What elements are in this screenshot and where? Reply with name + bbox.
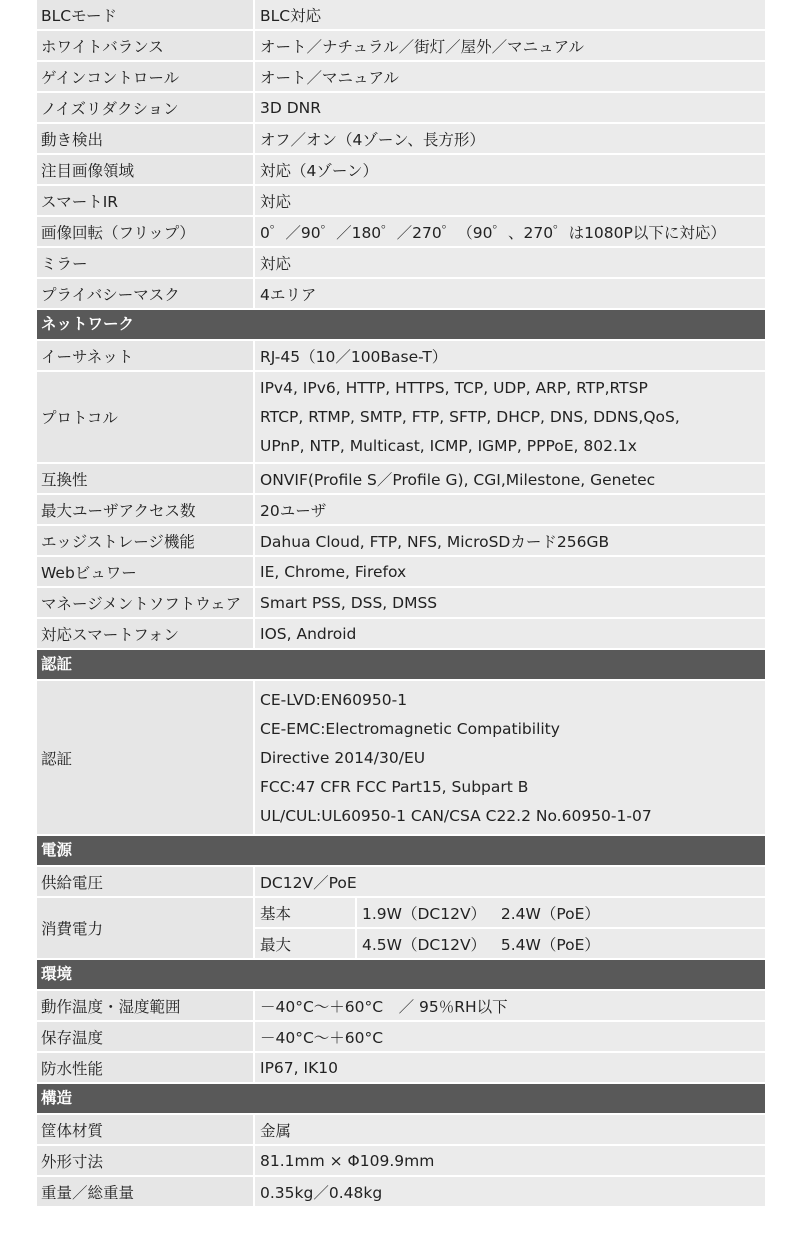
spec-value: DC12V／PoE xyxy=(255,867,765,896)
spec-value: 20ユーザ xyxy=(255,495,765,524)
protocol-line: UPnP, NTP, Multicast, ICMP, IGMP, PPPoE, 802.1x xyxy=(260,437,637,455)
spec-key: スマートIR xyxy=(37,186,253,215)
spec-row-operating-temp xyxy=(37,991,765,1020)
spec-key: ノイズリダクション xyxy=(37,93,253,122)
spec-key: 重量／総重量 xyxy=(37,1177,253,1206)
spec-key: 供給電圧 xyxy=(37,867,253,896)
spec-key: 保存温度 xyxy=(37,1022,253,1051)
spec-row-ethernet xyxy=(37,341,765,370)
spec-key: 防水性能 xyxy=(37,1053,253,1082)
spec-value: 対応 xyxy=(255,186,765,215)
section-header-environment: 環境 xyxy=(37,960,765,989)
spec-row-mirror xyxy=(37,248,765,277)
sub-value: 4.5W（DC12V） 5.4W（PoE） xyxy=(357,929,765,958)
spec-value: －40°C～＋60°C xyxy=(255,1022,765,1051)
spec-value: 金属 xyxy=(255,1115,765,1144)
spec-row-white-balance xyxy=(37,31,765,60)
power-row-basic xyxy=(255,898,765,927)
spec-key: Webビュワー xyxy=(37,557,253,586)
spec-key: ホワイトバランス xyxy=(37,31,253,60)
power-consumption-subtable xyxy=(255,898,765,958)
spec-row-motion-detection xyxy=(37,124,765,153)
spec-row-protocol xyxy=(37,372,765,462)
spec-value: BLC対応 xyxy=(255,0,765,29)
spec-value xyxy=(255,372,765,462)
spec-key: 対応スマートフォン xyxy=(37,619,253,648)
spec-key: ゲインコントロール xyxy=(37,62,253,91)
spec-value xyxy=(255,681,765,834)
spec-row-smartphone xyxy=(37,619,765,648)
sub-value: 1.9W（DC12V） 2.4W（PoE） xyxy=(357,898,765,927)
spec-value: 81.1mm × Φ109.9mm xyxy=(255,1146,765,1175)
spec-key: 外形寸法 xyxy=(37,1146,253,1175)
spec-value: 0゜／90゜／180゜／270゜（90゜、270゜は1080P以下に対応） xyxy=(255,217,765,246)
spec-row-edge-storage xyxy=(37,526,765,555)
spec-key: 動き検出 xyxy=(37,124,253,153)
spec-table xyxy=(37,0,765,1208)
spec-key: 画像回転（フリップ） xyxy=(37,217,253,246)
spec-key: 認証 xyxy=(37,681,253,834)
spec-row-privacy-mask xyxy=(37,279,765,308)
sub-key: 基本 xyxy=(255,898,355,927)
protocol-line: IPv4, IPv6, HTTP, HTTPS, TCP, UDP, ARP, RTP,RTSP xyxy=(260,379,648,397)
section-header-network: ネットワーク xyxy=(37,310,765,339)
spec-row-waterproof xyxy=(37,1053,765,1082)
spec-key: イーサネット xyxy=(37,341,253,370)
spec-key: 消費電力 xyxy=(37,898,253,958)
spec-row-weight xyxy=(37,1177,765,1206)
spec-key: 注目画像領域 xyxy=(37,155,253,184)
spec-key: マネージメントソフトウェア xyxy=(37,588,253,617)
protocol-line: RTCP, RTMP, SMTP, FTP, SFTP, DHCP, DNS, DDNS,QoS, xyxy=(260,408,680,426)
spec-key: BLCモード xyxy=(37,0,253,29)
section-header-certification: 認証 xyxy=(37,650,765,679)
spec-value: ONVIF(Profile S／Profile G), CGI,Milestone, Genetec xyxy=(255,464,765,493)
spec-row-housing-material xyxy=(37,1115,765,1144)
spec-value: オフ／オン（4ゾーン、長方形） xyxy=(255,124,765,153)
spec-value: Smart PSS, DSS, DMSS xyxy=(255,588,765,617)
spec-row-web-viewer xyxy=(37,557,765,586)
spec-key: プロトコル xyxy=(37,372,253,462)
spec-value: 0.35kg／0.48kg xyxy=(255,1177,765,1206)
spec-key: ミラー xyxy=(37,248,253,277)
spec-value: オート／マニュアル xyxy=(255,62,765,91)
spec-row-image-rotation xyxy=(37,217,765,246)
cert-line: UL/CUL:UL60950-1 CAN/CSA C22.2 No.60950-1-07 xyxy=(260,807,652,825)
cert-line: Directive 2014/30/EU xyxy=(260,749,426,767)
spec-row-storage-temp xyxy=(37,1022,765,1051)
spec-value: オート／ナチュラル／街灯／屋外／マニュアル xyxy=(255,31,765,60)
spec-key: プライバシーマスク xyxy=(37,279,253,308)
spec-value: 対応（4ゾーン） xyxy=(255,155,765,184)
spec-value: Dahua Cloud, FTP, NFS, MicroSDカード256GB xyxy=(255,526,765,555)
spec-key: 最大ユーザアクセス数 xyxy=(37,495,253,524)
spec-row-roi xyxy=(37,155,765,184)
spec-row-blc xyxy=(37,0,765,29)
spec-value: －40°C～＋60°C ／ 95％RH以下 xyxy=(255,991,765,1020)
spec-value: IOS, Android xyxy=(255,619,765,648)
spec-key: エッジストレージ機能 xyxy=(37,526,253,555)
spec-row-gain xyxy=(37,62,765,91)
spec-row-smart-ir xyxy=(37,186,765,215)
spec-row-power-consumption xyxy=(37,898,765,958)
spec-key: 動作温度・湿度範囲 xyxy=(37,991,253,1020)
cert-line: FCC:47 CFR FCC Part15, Subpart B xyxy=(260,778,529,796)
section-header-structure: 構造 xyxy=(37,1084,765,1113)
spec-value: IE, Chrome, Firefox xyxy=(255,557,765,586)
spec-value: IP67, IK10 xyxy=(255,1053,765,1082)
spec-row-noise-reduction xyxy=(37,93,765,122)
spec-row-max-users xyxy=(37,495,765,524)
spec-row-compatibility xyxy=(37,464,765,493)
power-row-max xyxy=(255,929,765,958)
sub-key: 最大 xyxy=(255,929,355,958)
spec-value: 3D DNR xyxy=(255,93,765,122)
cert-line: CE-EMC:Electromagnetic Compatibility xyxy=(260,720,560,738)
spec-value: 4エリア xyxy=(255,279,765,308)
section-header-power: 電源 xyxy=(37,836,765,865)
spec-row-supply-voltage xyxy=(37,867,765,896)
spec-key: 互換性 xyxy=(37,464,253,493)
spec-row-certification xyxy=(37,681,765,834)
spec-row-management-software xyxy=(37,588,765,617)
spec-row-dimensions xyxy=(37,1146,765,1175)
spec-key: 筐体材質 xyxy=(37,1115,253,1144)
spec-value: 対応 xyxy=(255,248,765,277)
spec-value: RJ-45（10／100Base-T） xyxy=(255,341,765,370)
cert-line: CE-LVD:EN60950-1 xyxy=(260,691,408,709)
